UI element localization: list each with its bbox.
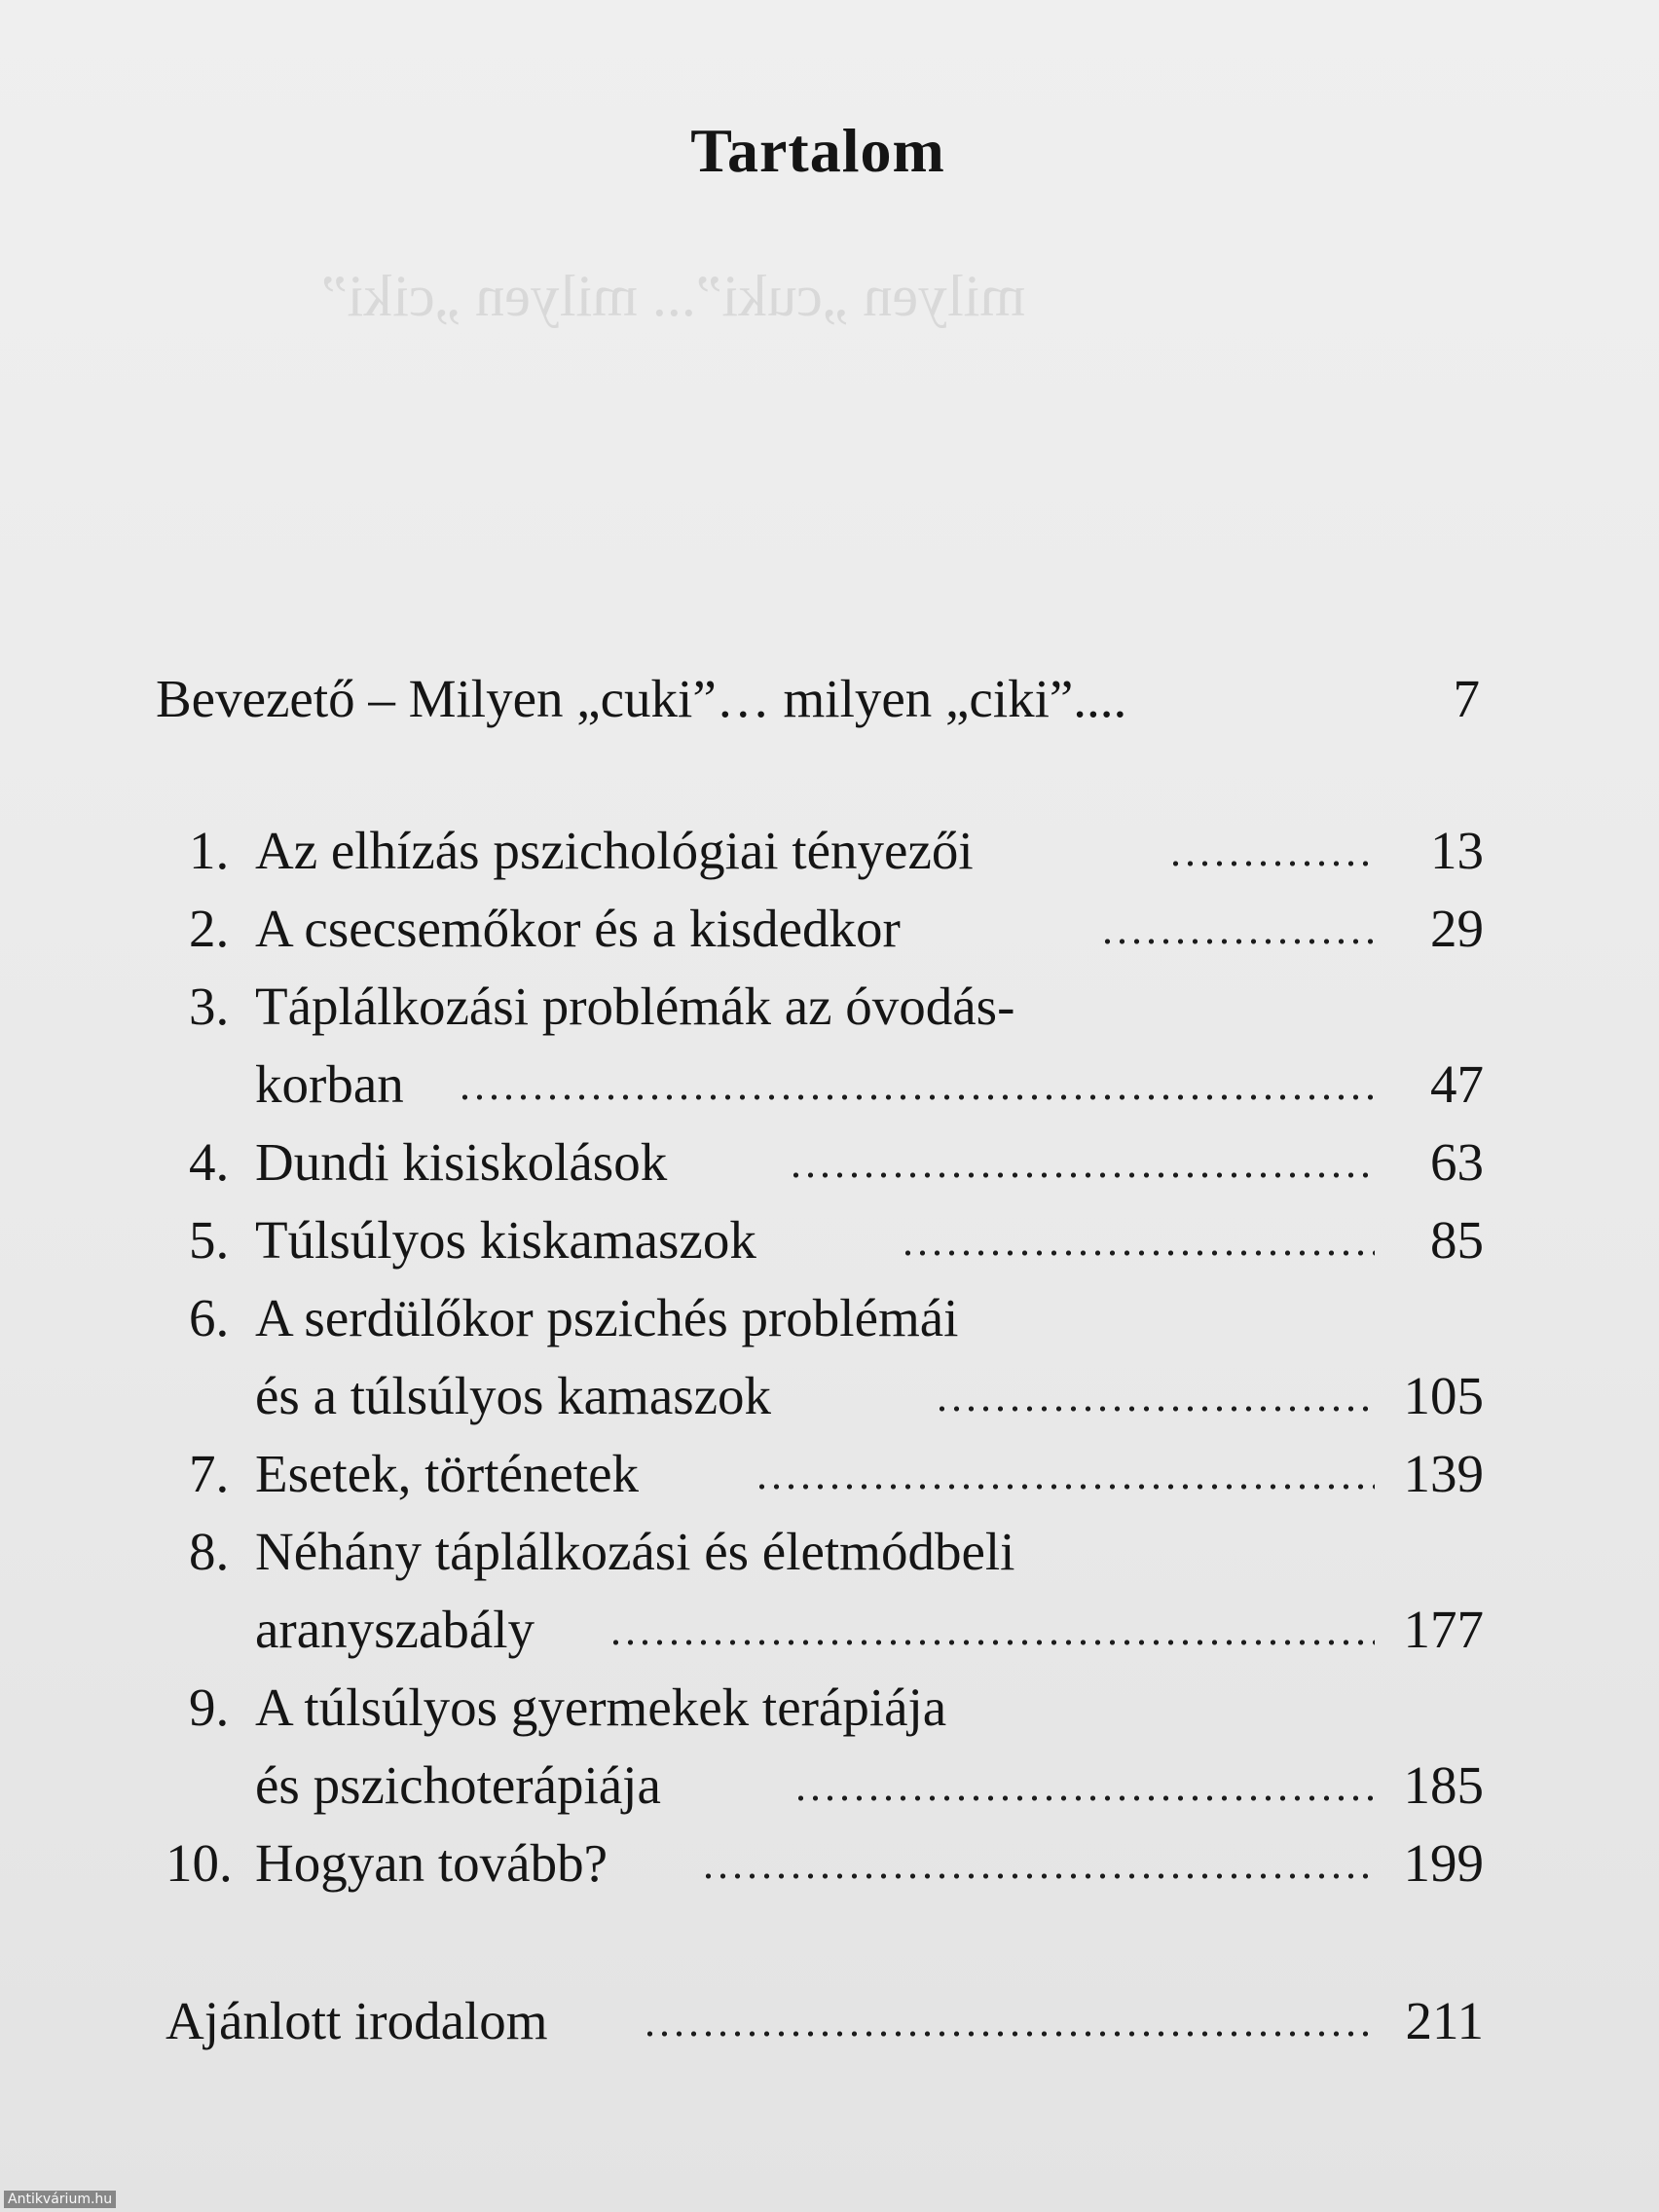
toc-entry-chapter-1[interactable] [0,816,1659,886]
toc-chapter-number: 8. [189,1522,230,1581]
toc-page-number: 85 [1430,1210,1484,1270]
toc-entry-chapter-4[interactable] [0,1127,1659,1198]
toc-page-number: 177 [1403,1600,1484,1659]
toc-entry-text: Táplálkozási problémák az óvodás- [255,977,1015,1036]
toc-chapter-number: 4. [189,1132,230,1192]
toc-leader-dots [643,1986,1375,2056]
toc-page-number: 139 [1403,1444,1484,1503]
toc-entry-chapter-2[interactable] [0,894,1659,964]
page-title: Tartalom [690,116,945,185]
toc-page-number: 211 [1405,1991,1484,2050]
toc-entry-text-continuation: és a túlsúlyos kamaszok [255,1366,772,1425]
toc-entry-text: A serdülőkor pszichés problémái [255,1288,959,1347]
toc-entry-chapter-9[interactable] [0,1673,1659,1743]
toc-entry-text: Bevezető – Milyen „cuki”… milyen „ciki”.... [156,669,1127,728]
toc-page-number: 185 [1403,1755,1484,1815]
toc-leader-dots [701,1828,1375,1899]
toc-page-number: 7 [1453,669,1480,728]
toc-leader-dots [935,1361,1375,1431]
toc-page-number: 29 [1430,899,1484,958]
toc-entry-text-continuation: korban [255,1054,404,1114]
toc-leader-dots [789,1127,1375,1198]
toc-entry-text: Esetek, történetek [255,1444,639,1503]
toc-entry-text: Az elhízás pszichológiai tényezői [255,821,974,880]
toc-leader-dots [793,1751,1375,1821]
toc-chapter-number: 9. [189,1677,230,1737]
toc-entry-recommended-reading[interactable] [0,1986,1659,2056]
toc-chapter-number: 5. [189,1210,230,1270]
toc-entry-chapter-3-continuation[interactable] [0,1050,1659,1120]
toc-entry-text: A túlsúlyos gyermekek terápiája [255,1677,947,1737]
toc-leader-dots [755,1439,1375,1509]
toc-entry-introduction[interactable] [0,664,1659,734]
bleed-through-text: milyen „cuki”... milyen „ciki” [321,264,1026,328]
toc-entry-chapter-5[interactable] [0,1205,1659,1275]
toc-page-number: 199 [1403,1833,1484,1893]
toc-chapter-number: 6. [189,1288,230,1347]
toc-chapter-number: 1. [189,821,230,880]
toc-entry-text: Túlsúlyos kiskamaszok [255,1210,756,1270]
toc-page-number: 105 [1403,1366,1484,1425]
toc-entry-text-continuation: és pszichoterápiája [255,1755,661,1815]
toc-chapter-number: 7. [189,1444,230,1503]
toc-entry-text: Dundi kisiskolások [255,1132,668,1192]
toc-entry-chapter-6[interactable] [0,1283,1659,1353]
toc-chapter-number: 3. [189,977,230,1036]
toc-chapter-number: 10. [166,1833,233,1893]
toc-entry-text: Ajánlott irodalom [166,1991,548,2050]
toc-leader-dots [1168,816,1375,886]
toc-page-number: 47 [1430,1054,1484,1114]
toc-entry-text: Hogyan tovább? [255,1833,608,1893]
toc-chapter-number: 2. [189,899,230,958]
toc-leader-dots [458,1050,1375,1120]
toc-entry-chapter-9-continuation[interactable] [0,1751,1659,1821]
toc-entry-chapter-6-continuation[interactable] [0,1361,1659,1431]
toc-entry-text: Néhány táplálkozási és életmódbeli [255,1522,1015,1581]
toc-page-number: 13 [1430,821,1484,880]
toc-leader-dots [901,1205,1375,1275]
toc-entry-text: A csecsemőkor és a kisdedkor [255,899,901,958]
site-watermark: Antikvárium.hu [4,2191,116,2208]
toc-leader-dots [608,1595,1375,1665]
toc-entry-chapter-3[interactable] [0,972,1659,1042]
toc-leader-dots [1100,894,1375,964]
toc-entry-chapter-8-continuation[interactable] [0,1595,1659,1665]
toc-entry-chapter-10[interactable] [0,1828,1659,1899]
toc-entry-text-continuation: aranyszabály [255,1600,535,1659]
toc-entry-chapter-7[interactable] [0,1439,1659,1509]
toc-entry-chapter-8[interactable] [0,1517,1659,1587]
toc-page-number: 63 [1430,1132,1484,1192]
